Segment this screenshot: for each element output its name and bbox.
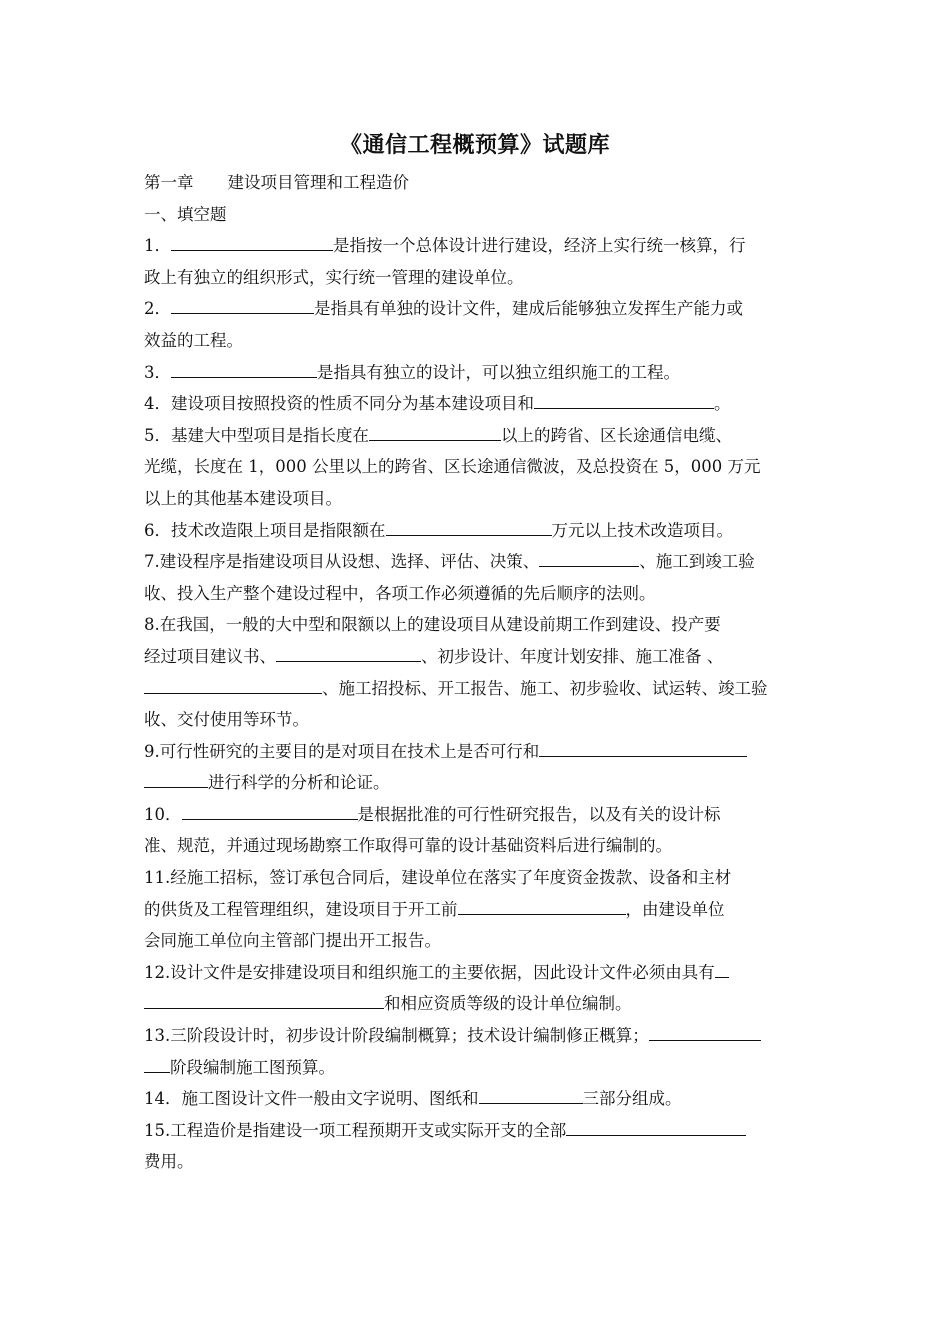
question-text-line: 会同施工单位向主管部门提出开工报告。 (144, 931, 441, 951)
question-text: 是指具有独立的设计，可以独立组织施工的工程。 (317, 362, 680, 382)
question-text: 4．建设项目按照投资的性质不同分为基本建设项目和 (144, 394, 534, 414)
document-title: 《通信工程概预算》试题库 (339, 133, 610, 158)
question-text: 万元以上技术改造项目。 (551, 520, 733, 540)
question-1 (144, 230, 820, 262)
question-text: 9.可行性研究的主要目的是对项目在技术上是否可行和 (144, 741, 540, 761)
question-text: ，由建设单位 (625, 899, 725, 919)
question-text-line (144, 1052, 820, 1084)
question-text: 的供货及工程管理组织，建设项目于开工前 (144, 899, 458, 919)
question-5 (144, 420, 820, 452)
answer-blank[interactable] (534, 389, 714, 409)
question-text-line: 费用。 (144, 1152, 194, 1172)
question-text: 1． (144, 236, 171, 256)
question-14 (144, 1083, 820, 1115)
question-text: 和相应资质等级的设计单位编制。 (384, 994, 632, 1014)
question-text: 、初步设计、年度计划安排、施工准备 、 (421, 646, 724, 666)
question-text-line: 收、投入生产整个建设过程中，各项工作必须遵循的先后顺序的法则。 (144, 583, 656, 603)
question-2 (144, 293, 820, 325)
question-12 (144, 957, 820, 989)
question-text-line: 以上的其他基本建设项目。 (144, 488, 342, 508)
question-15 (144, 1115, 820, 1147)
question-text: 15.工程造价是指建设一项工程预期开支或实际开支的全部 (144, 1120, 567, 1140)
question-text-line: 政上有独立的组织形式，实行统一管理的建设单位。 (144, 267, 524, 287)
document-body (144, 167, 820, 1178)
answer-blank[interactable] (144, 768, 208, 788)
question-text-line (144, 988, 820, 1020)
answer-blank[interactable] (144, 674, 322, 694)
chapter-name: 建设项目管理和工程造价 (227, 173, 409, 192)
question-text-line: 准、规范，并通过现场勘察工作取得可靠的设计基础资料后进行编制的。 (144, 836, 672, 856)
question-text: 5．基建大中型项目是指长度在 (144, 425, 369, 445)
question-text: 14．施工图设计文件一般由文字说明、图纸和 (144, 1089, 479, 1109)
question-text-line (144, 767, 820, 799)
question-text-line (144, 641, 820, 673)
section-heading: 一、填空题 (144, 204, 227, 224)
answer-blank[interactable] (182, 800, 358, 820)
question-text: 、施工招投标、开工报告、施工、初步验收、试运转、竣工验 (322, 678, 768, 698)
question-text: 12.设计文件是安排建设项目和组织施工的主要依据，因此设计文件必须由具有 (144, 962, 715, 982)
question-text: 。 (714, 394, 731, 414)
answer-blank[interactable] (171, 231, 333, 251)
question-text: 是指具有单独的设计文件，建成后能够独立发挥生产能力或 (314, 299, 743, 319)
question-13 (144, 1020, 820, 1052)
question-11: 11.经施工招标，签订承包合同后，建设单位在落实了年度资金拨款、设备和主材 (144, 868, 732, 888)
question-text: 2． (144, 299, 171, 319)
question-text-line: 效益的工程。 (144, 330, 243, 350)
answer-blank[interactable] (144, 1053, 170, 1073)
answer-blank[interactable] (649, 1021, 761, 1041)
answer-blank[interactable] (276, 642, 421, 662)
question-text: 是根据批准的可行性研究报告，以及有关的设计标 (357, 804, 721, 824)
question-3 (144, 357, 820, 389)
question-8: 8.在我国，一般的大中型和限额以上的建设项目从建设前期工作到建设、投产要 (144, 615, 721, 635)
answer-blank[interactable] (144, 989, 384, 1009)
answer-blank[interactable] (539, 547, 639, 567)
answer-blank[interactable] (386, 516, 552, 536)
chapter-heading (144, 167, 820, 199)
question-text-line: 收、交付使用等环节。 (144, 710, 309, 730)
question-4 (144, 388, 820, 420)
question-text: 是指按一个总体设计进行建设，经济上实行统一核算，行 (333, 236, 746, 256)
question-text: 13.三阶段设计时，初步设计阶段编制概算；技术设计编制修正概算； (144, 1026, 649, 1046)
question-text: 10． (144, 804, 182, 824)
question-text: 阶段编制施工图预算。 (170, 1057, 335, 1077)
answer-blank[interactable] (171, 294, 314, 314)
question-text-line (144, 673, 820, 705)
question-text: 进行科学的分析和论证。 (208, 773, 390, 793)
answer-blank[interactable] (566, 1116, 746, 1136)
question-9 (144, 736, 820, 768)
question-text: 以上的跨省、区长途通信电缆、 (501, 425, 732, 445)
question-text: 三部分组成。 (582, 1089, 682, 1109)
question-text: 7.建设程序是指建设项目从设想、选择、评估、决策、 (144, 552, 540, 572)
question-7 (144, 546, 820, 578)
answer-blank[interactable] (369, 421, 501, 441)
question-text: 、施工到竣工验 (639, 552, 755, 572)
question-text: 6．技术改造限上项目是指限额在 (144, 520, 386, 540)
question-10 (144, 799, 820, 831)
question-text-line: 光缆，长度在 1，000 公里以上的跨省、区长途通信微波，及总投资在 5，000 万元 (144, 457, 761, 477)
answer-blank[interactable] (171, 358, 317, 378)
answer-blank[interactable] (479, 1084, 583, 1104)
question-text: 经过项目建议书、 (144, 646, 276, 666)
answer-blank[interactable] (458, 895, 626, 915)
question-text: 3． (144, 362, 171, 382)
answer-blank[interactable] (715, 958, 729, 978)
question-text-line (144, 894, 820, 926)
chapter-number: 第一章 (144, 173, 194, 192)
answer-blank[interactable] (539, 737, 747, 757)
question-6 (144, 515, 820, 547)
